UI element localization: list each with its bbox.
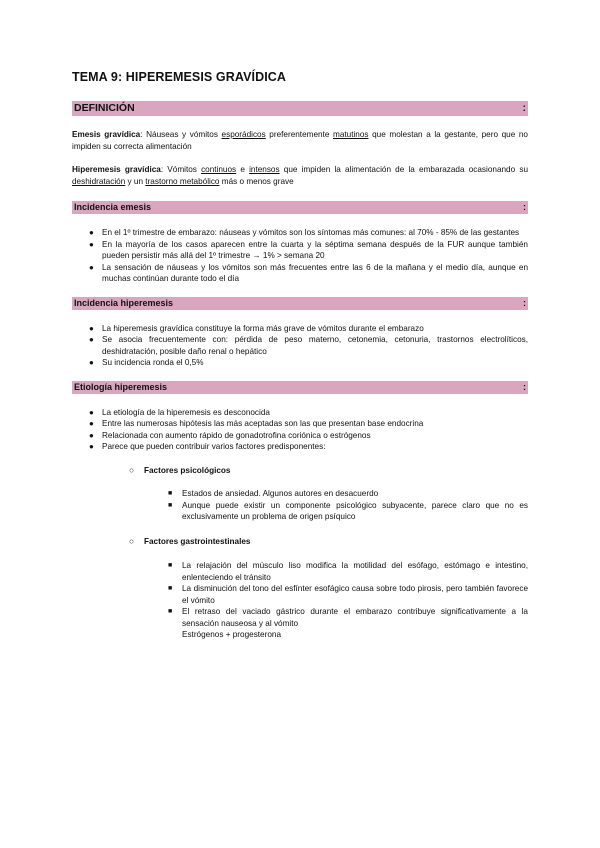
psicologicos-list (72, 488, 528, 523)
list-item (72, 334, 528, 357)
incidencia-emesis-list (72, 227, 528, 285)
list-item (72, 357, 528, 369)
emesis-definition (72, 129, 528, 152)
subsection-title: Factores gastrointestinales (144, 536, 251, 546)
bullet-icon: ● (89, 442, 94, 451)
bullet-icon: ● (89, 419, 94, 428)
subsection-title: Factores psicológicos (144, 465, 231, 475)
section-title: DEFINICIÓN (74, 102, 135, 114)
term-emesis: Emesis gravídica (72, 130, 141, 139)
term-hiperemesis: Hiperemesis gravídica (72, 165, 161, 174)
list-item-text: La etiología de la hiperemesis es desconocida (102, 407, 270, 417)
list-item-text: Entre las numerosas hipótesis las más aceptadas son las que presentan base endocrina (102, 419, 424, 428)
section-title: Incidencia emesis (74, 202, 152, 212)
list-item-text: Parece que pueden contribuir varios factores predisponentes: (102, 442, 326, 451)
bullet-icon: ● (89, 262, 94, 272)
list-item (72, 488, 528, 500)
list-item-text: Se asocia frecuentemente con: pérdida de peso materno, cetonemia, cetonuria, trastornos electrolíticos, deshidratación, posible daño renal o hepático (102, 335, 528, 356)
list-item (72, 606, 528, 629)
list-item (72, 500, 528, 523)
hiperemesis-definition (72, 164, 528, 187)
document-page (72, 70, 528, 641)
section-header-etiologia (72, 381, 528, 394)
text-fragment: y un (125, 176, 146, 186)
gastro-list (72, 560, 528, 629)
list-item-text: Relacionada con aumento rápido de gonadotrofina coriónica o estrógenos (102, 430, 371, 440)
square-bullet-icon: ■ (168, 501, 173, 509)
hormones-note: Estrógenos + progesterona (182, 630, 281, 639)
section-title: Incidencia hiperemesis (74, 297, 174, 308)
list-item-text: En la mayoría de los casos aparecen entre la cuarta y la séptima semana después de la FUR aunque también pueden persistir más allá del 1º trimestre → 1% > semana 20 (102, 239, 528, 260)
list-item-text: En el 1º trimestre de embarazo: náuseas y vómitos son los síntomas más comunes: al 70% - 85% de las gestantes (102, 228, 520, 237)
section-header-incidencia-emesis (72, 201, 528, 214)
list-item (72, 583, 528, 606)
list-item-text: La hiperemesis gravídica constituye la forma más grave de vómitos durante el embarazo (102, 323, 424, 333)
text-fragment: más o menos grave (219, 176, 294, 186)
text-fragment: e (236, 165, 250, 174)
circle-bullet-icon: ○ (129, 465, 134, 475)
page-title: TEMA 9: HIPEREMESIS GRAVÍDICA (72, 70, 287, 84)
list-item (72, 239, 528, 262)
bullet-icon: ● (89, 323, 94, 333)
section-colon: : (523, 297, 526, 308)
list-item-text: Estados de ansiedad. Algunos autores en desacuerdo (182, 489, 379, 498)
list-item-text: Su incidencia ronda el 0,5% (102, 358, 204, 367)
underlined-term: continuos (201, 165, 237, 174)
bullet-icon: ● (89, 430, 94, 440)
bullet-icon: ● (89, 407, 94, 417)
list-item-text: La sensación de náuseas y los vómitos son más frecuentes entre las 6 de la mañana y el medio día, aunque en muchas continúan durante todo el día (102, 262, 528, 283)
list-item-text: La disminución del tono del esfínter esofágico causa sobre todo pirosis, pero también favorece el vómito (182, 584, 528, 605)
section-colon: : (522, 102, 526, 114)
list-item (72, 407, 528, 419)
list-item (72, 430, 528, 442)
subsection-factores-gastrointestinales (72, 536, 528, 548)
incidencia-hiperemesis-list (72, 323, 528, 369)
square-bullet-icon: ■ (168, 490, 173, 497)
section-header-incidencia-hiperemesis (72, 297, 528, 310)
text-fragment: : Náuseas y vómitos (140, 130, 222, 139)
list-item (72, 441, 528, 453)
section-title: Etiología hiperemesis (74, 381, 168, 392)
square-bullet-icon: ■ (168, 585, 173, 592)
bullet-icon: ● (89, 358, 94, 367)
underlined-term: esporádicos (221, 130, 266, 139)
underlined-term: matutinos (333, 130, 369, 139)
list-item (72, 418, 528, 430)
list-item-text: Aunque puede existir un componente psicológico subyacente, parece claro que no es exclusivamente un problema de origen psíquico (182, 500, 528, 521)
underlined-term: deshidratación (72, 176, 126, 186)
text-fragment: : Vómitos (160, 165, 202, 174)
text-fragment: preferentemente (265, 130, 333, 139)
bullet-icon: ● (89, 228, 94, 237)
section-colon: : (523, 381, 526, 392)
section-colon: : (523, 202, 526, 212)
square-bullet-icon: ■ (168, 608, 173, 615)
text-fragment: que molestan a la gestante, pero que no impiden su correcta alimentación (72, 130, 528, 151)
list-item (72, 323, 528, 335)
circle-bullet-icon: ○ (129, 536, 134, 546)
list-item (72, 560, 528, 583)
list-item (72, 262, 528, 285)
subsection-factores-psicologicos (72, 465, 528, 477)
list-item (72, 227, 528, 239)
square-bullet-icon: ■ (168, 562, 173, 569)
text-fragment: que impiden la alimentación de la embarazada ocasionando su (279, 165, 528, 174)
bullet-icon: ● (89, 335, 94, 344)
underlined-term: trastorno metabólico (145, 176, 220, 186)
bullet-icon: ● (89, 239, 94, 249)
etiologia-list (72, 407, 528, 453)
section-header-definicion (72, 101, 528, 116)
list-item-text: La relajación del músculo liso modifica la motilidad del esófago, estómago e intestino, enlenteciendo el tránsito (182, 561, 528, 582)
list-item-text: El retraso del vaciado gástrico durante el embarazo contribuye significativamente a la sensación nauseosa y al vómito (182, 607, 528, 628)
underlined-term: intensos (249, 165, 280, 174)
